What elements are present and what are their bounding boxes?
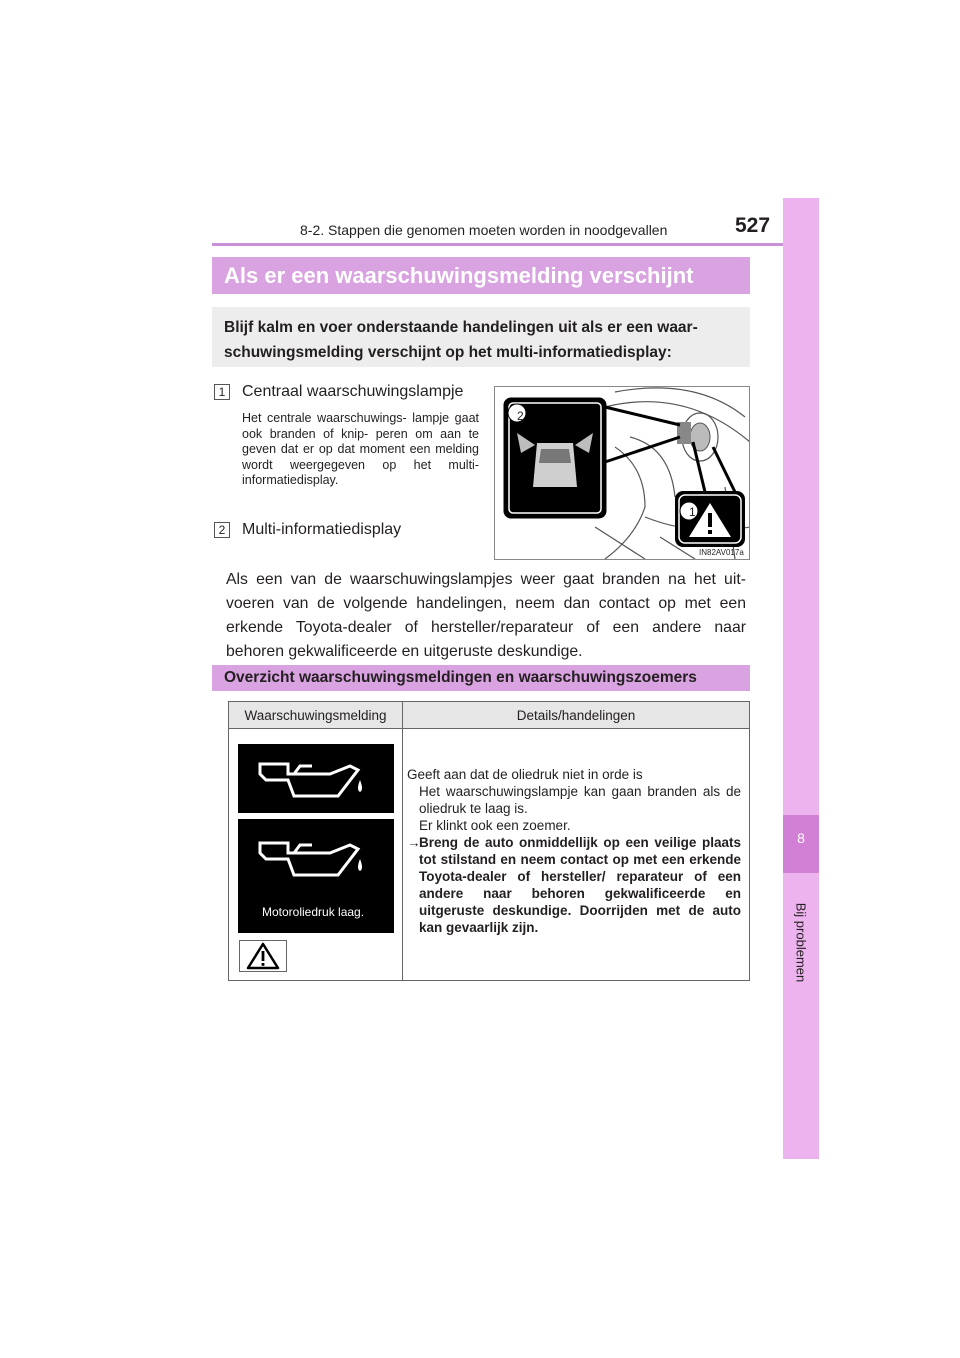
table-header-message: Waarschuwingsmelding <box>229 702 402 729</box>
subsection-title: Overzicht waarschuwingsmeldingen en waarschuwingszoemers <box>224 669 697 686</box>
running-header: 8-2. Stappen die genomen moeten worden in noodgevallen <box>300 222 668 238</box>
arrow-icon: → <box>407 835 421 850</box>
oil-pressure-display <box>238 744 394 813</box>
intro-box: Blijf kalm en voer onderstaande handelingen uit als er een waar- schuwingsmelding verschijnt op het multi-informatiedisplay: <box>212 307 750 367</box>
body-paragraph: Als een van de waarschuwingslampjes weer gaat branden na het uit- voeren van de volgende handelingen, neem dan contact op met een erkende Toyota-dealer of hersteller/reparateur of een andere naar behoren gekwalificeerde en uitgeruste deskundige. <box>226 571 746 660</box>
oil-pressure-message-display <box>238 819 394 933</box>
item-number-badge: 2 <box>214 522 230 538</box>
page-number: 527 <box>735 214 771 237</box>
section-title: Als er een waarschuwingsmelding verschijnt <box>212 257 750 294</box>
item-description: Het centrale waarschuwings- lampje gaat ook branden of knip- peren om aan te geven dat er op dat moment een melding wordt weergegeven op het multi- informatiedisplay. <box>242 411 479 487</box>
item-label: Centraal waarschuwingslampje <box>242 383 464 400</box>
chapter-number: 8 <box>797 830 805 846</box>
details-text <box>407 766 741 936</box>
chapter-title: Bij problemen <box>793 902 809 983</box>
master-warning-box <box>239 940 287 972</box>
callout-1-label: 1 <box>689 505 696 519</box>
illustration-code: IN82AV017a <box>699 548 744 557</box>
warning-table <box>228 701 750 981</box>
callout-2-label: 2 <box>517 409 524 423</box>
detail-line: Er klinkt ook een zoemer. <box>419 818 571 833</box>
warning-triangle-icon <box>240 941 286 971</box>
detail-action: Breng de auto onmiddellijk op een veilige plaats tot stilstand en neem contact op met een erkende Toyota-dealer of hersteller/ reparateur of een andere naar behoren gekwalificeerde en uitgeruste deskundige. Doorrijden met de auto kan gevaarlijk zijn. <box>419 835 741 935</box>
detail-line: Geeft aan dat de oliedruk niet in orde is <box>407 767 643 782</box>
display-message: Motoroliedruk laag. <box>262 905 365 919</box>
item-label: Multi-informatiedisplay <box>242 521 402 538</box>
oil-can-icon <box>260 764 358 796</box>
dashboard-illustration <box>494 386 750 560</box>
table-header-details: Details/handelingen <box>403 702 749 729</box>
detail-line: Het waarschuwingslampje kan gaan branden als de oliedruk te laag is. <box>419 784 741 816</box>
oil-can-icon <box>260 843 358 875</box>
item-number-badge: 1 <box>214 384 230 400</box>
header-rule <box>212 243 790 246</box>
column-divider <box>402 702 403 980</box>
